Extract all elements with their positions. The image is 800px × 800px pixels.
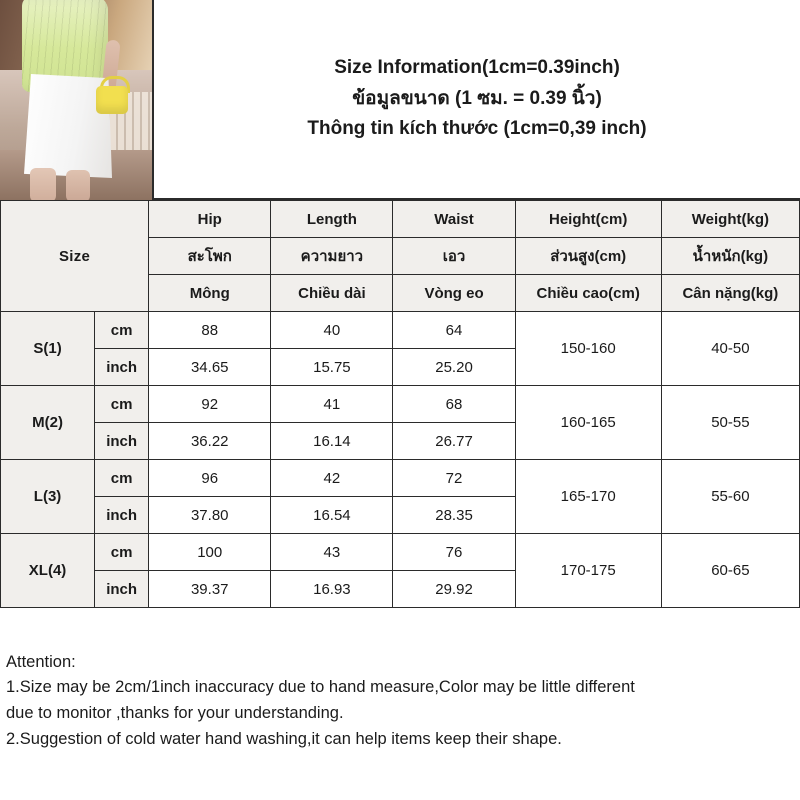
s-hip-cm: 88 [149,312,271,349]
unit-inch: inch [95,423,149,460]
s-height: 150-160 [515,312,661,386]
size-table [0,200,800,608]
header-size-label: Size [1,201,149,312]
l-length-cm: 42 [271,460,393,497]
m-length-cm: 41 [271,386,393,423]
table-row [1,460,800,497]
header-weight-en: Weight(kg) [661,201,799,238]
attention-heading: Attention: [6,653,76,671]
header-hip-vi: Mông [149,275,271,312]
yellow-handbag [96,86,128,114]
xl-hip-inch: 39.37 [149,571,271,608]
m-length-inch: 16.14 [271,423,393,460]
unit-cm: cm [95,534,149,571]
model-leg-left [30,168,56,200]
row-size-l: L(3) [1,460,95,534]
product-photo [0,0,152,200]
header-hip-en: Hip [149,201,271,238]
table-row [1,534,800,571]
header-length-en: Length [271,201,393,238]
title-block [152,0,800,200]
header-length-th: ความยาว [271,238,393,275]
header-height-vi: Chiều cao(cm) [515,275,661,312]
unit-cm: cm [95,386,149,423]
header-waist-th: เอว [393,238,515,275]
xl-height: 170-175 [515,534,661,608]
xl-hip-cm: 100 [149,534,271,571]
header-weight-vi: Cân nặng(kg) [661,275,799,312]
header-height-th: ส่วนสูง(cm) [515,238,661,275]
header-length-vi: Chiều dài [271,275,393,312]
header-weight-th: น้ำหนัก(kg) [661,238,799,275]
attention-note-2: 2.Suggestion of cold water hand washing,it can help items keep their shape. [6,729,562,748]
attention-note-1-cont: due to monitor ,thanks for your understanding. [6,703,344,722]
header-height-en: Height(cm) [515,201,661,238]
s-weight: 40-50 [661,312,799,386]
unit-cm: cm [95,312,149,349]
header-waist-vi: Vòng eo [393,275,515,312]
m-weight: 50-55 [661,386,799,460]
l-waist-cm: 72 [393,460,515,497]
xl-weight: 60-65 [661,534,799,608]
table-row [1,386,800,423]
header-waist-en: Waist [393,201,515,238]
header-row-en [1,201,800,238]
title-line-en: Size Information(1cm=0.39inch) [334,56,620,78]
row-size-s: S(1) [1,312,95,386]
xl-waist-inch: 29.92 [393,571,515,608]
l-hip-cm: 96 [149,460,271,497]
l-waist-inch: 28.35 [393,497,515,534]
unit-cm: cm [95,460,149,497]
s-waist-cm: 64 [393,312,515,349]
m-hip-inch: 36.22 [149,423,271,460]
s-hip-inch: 34.65 [149,349,271,386]
title-line-th: ข้อมูลขนาด (1 ซม. = 0.39 นิ้ว) [352,87,602,109]
header [0,0,800,200]
l-weight: 55-60 [661,460,799,534]
s-waist-inch: 25.20 [393,349,515,386]
table-row [1,312,800,349]
s-length-cm: 40 [271,312,393,349]
l-hip-inch: 37.80 [149,497,271,534]
title-line-vi: Thông tin kích thước (1cm=0,39 inch) [307,118,647,140]
xl-length-cm: 43 [271,534,393,571]
l-height: 165-170 [515,460,661,534]
row-size-m: M(2) [1,386,95,460]
xl-length-inch: 16.93 [271,571,393,608]
l-length-inch: 16.54 [271,497,393,534]
s-length-inch: 15.75 [271,349,393,386]
attention-note-1: 1.Size may be 2cm/1inch inaccuracy due to hand measure,Color may be little different [6,677,635,696]
m-waist-cm: 68 [393,386,515,423]
m-height: 160-165 [515,386,661,460]
unit-inch: inch [95,349,149,386]
unit-inch: inch [95,497,149,534]
row-size-xl: XL(4) [1,534,95,608]
unit-inch: inch [95,571,149,608]
m-hip-cm: 92 [149,386,271,423]
m-waist-inch: 26.77 [393,423,515,460]
xl-waist-cm: 76 [393,534,515,571]
header-hip-th: สะโพก [149,238,271,275]
model-leg-right [66,170,90,200]
attention-block [0,645,800,754]
